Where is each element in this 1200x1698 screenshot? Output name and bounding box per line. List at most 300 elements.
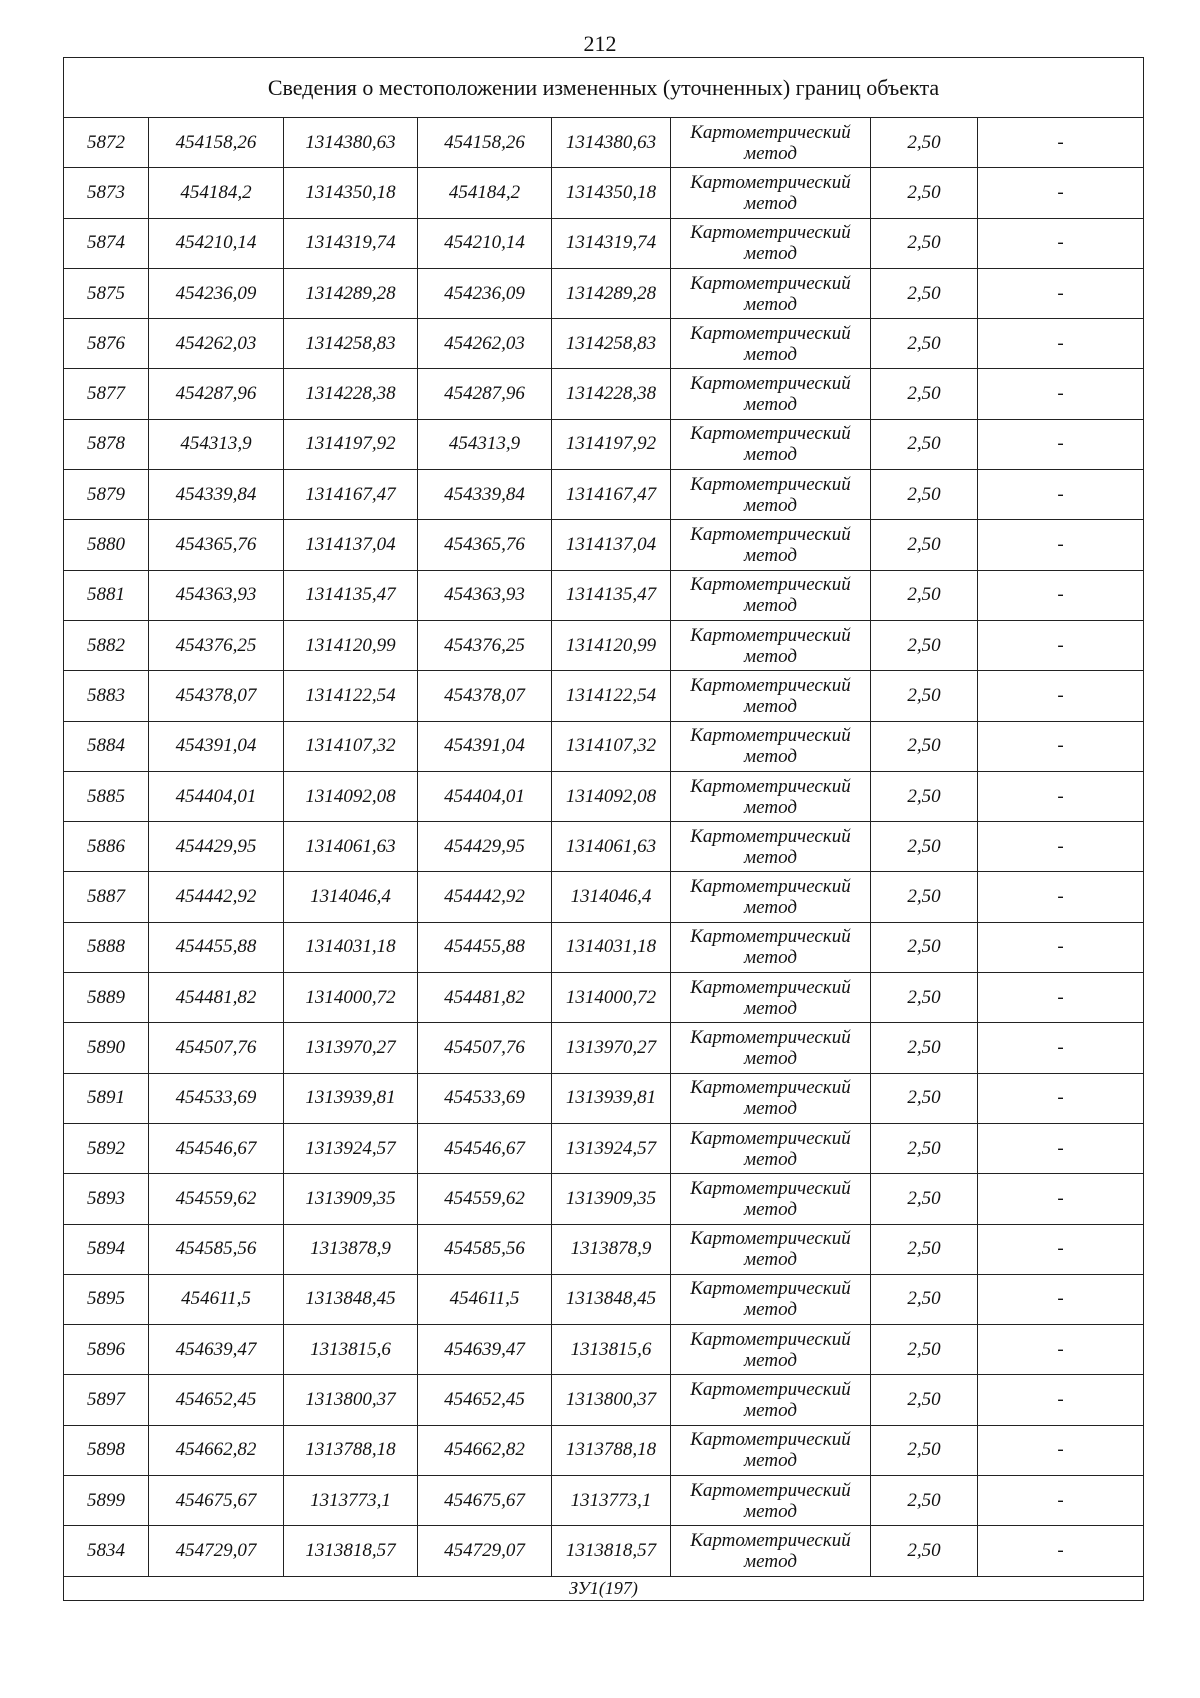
x-existing-cell: 454158,26	[149, 118, 284, 168]
y-refined-cell: 1313818,57	[552, 1526, 671, 1576]
point-number-cell: 5899	[64, 1476, 149, 1526]
y-existing-cell: 1314092,08	[284, 771, 418, 821]
note-cell: -	[978, 1123, 1144, 1173]
method-line-2: метод	[744, 343, 797, 365]
method-cell	[671, 771, 871, 821]
method-line-2: метод	[744, 947, 797, 969]
method-line-2: метод	[744, 1047, 797, 1069]
y-existing-cell: 1314135,47	[284, 570, 418, 620]
point-number-cell: 5886	[64, 822, 149, 872]
accuracy-cell: 2,50	[871, 470, 978, 520]
method-line-1: Картометрический	[690, 775, 851, 797]
accuracy-cell: 2,50	[871, 419, 978, 469]
method-cell	[671, 1073, 871, 1123]
accuracy-cell: 2,50	[871, 1325, 978, 1375]
accuracy-cell: 2,50	[871, 922, 978, 972]
method-line-1: Картометрический	[690, 1127, 851, 1149]
table-row	[64, 470, 1144, 520]
note-cell: -	[978, 872, 1144, 922]
table-row	[64, 319, 1144, 369]
table-row	[64, 1526, 1144, 1576]
point-number-cell: 5890	[64, 1023, 149, 1073]
accuracy-cell: 2,50	[871, 620, 978, 670]
note-cell: -	[978, 1425, 1144, 1475]
x-refined-cell: 454429,95	[418, 822, 552, 872]
method-line-1: Картометрический	[690, 725, 851, 747]
parcel-label: ЗУ1(197)	[64, 1576, 1144, 1600]
method-cell	[671, 872, 871, 922]
x-refined-cell: 454585,56	[418, 1224, 552, 1274]
method-line-2: метод	[744, 444, 797, 466]
note-cell: -	[978, 671, 1144, 721]
table-row	[64, 1375, 1144, 1425]
method-cell	[671, 620, 871, 670]
table-title-row	[64, 58, 1144, 118]
y-refined-cell: 1314061,63	[552, 822, 671, 872]
y-refined-cell: 1314137,04	[552, 520, 671, 570]
note-cell: -	[978, 520, 1144, 570]
method-cell	[671, 570, 871, 620]
note-cell: -	[978, 118, 1144, 168]
x-existing-cell: 454442,92	[149, 872, 284, 922]
note-cell: -	[978, 1375, 1144, 1425]
method-cell	[671, 671, 871, 721]
point-number-cell: 5889	[64, 973, 149, 1023]
x-existing-cell: 454236,09	[149, 268, 284, 318]
point-number-cell: 5876	[64, 319, 149, 369]
x-existing-cell: 454262,03	[149, 319, 284, 369]
y-refined-cell: 1313939,81	[552, 1073, 671, 1123]
y-existing-cell: 1314061,63	[284, 822, 418, 872]
method-cell	[671, 721, 871, 771]
method-cell	[671, 1174, 871, 1224]
method-line-1: Картометрический	[690, 1429, 851, 1451]
method-line-2: метод	[744, 1198, 797, 1220]
method-line-2: метод	[744, 746, 797, 768]
method-line-1: Картометрический	[690, 876, 851, 898]
x-refined-cell: 454376,25	[418, 620, 552, 670]
accuracy-cell: 2,50	[871, 1476, 978, 1526]
note-cell: -	[978, 570, 1144, 620]
method-line-1: Картометрический	[690, 1379, 851, 1401]
coordinates-table	[63, 57, 1144, 1601]
y-existing-cell: 1313800,37	[284, 1375, 418, 1425]
method-line-1: Картометрический	[690, 624, 851, 646]
method-line-1: Картометрический	[690, 1026, 851, 1048]
note-cell: -	[978, 620, 1144, 670]
table-row	[64, 168, 1144, 218]
note-cell: -	[978, 922, 1144, 972]
accuracy-cell: 2,50	[871, 771, 978, 821]
y-existing-cell: 1313909,35	[284, 1174, 418, 1224]
table-row	[64, 1023, 1144, 1073]
accuracy-cell: 2,50	[871, 1375, 978, 1425]
x-existing-cell: 454662,82	[149, 1425, 284, 1475]
point-number-cell: 5888	[64, 922, 149, 972]
table-row	[64, 1274, 1144, 1324]
y-existing-cell: 1314319,74	[284, 218, 418, 268]
accuracy-cell: 2,50	[871, 973, 978, 1023]
note-cell: -	[978, 369, 1144, 419]
method-line-1: Картометрический	[690, 674, 851, 696]
y-refined-cell: 1313909,35	[552, 1174, 671, 1224]
method-line-1: Картометрический	[690, 423, 851, 445]
table-row	[64, 419, 1144, 469]
x-refined-cell: 454546,67	[418, 1123, 552, 1173]
method-line-2: метод	[744, 1400, 797, 1422]
table-row	[64, 118, 1144, 168]
note-cell: -	[978, 1174, 1144, 1224]
method-line-2: метод	[744, 1349, 797, 1371]
x-refined-cell: 454363,93	[418, 570, 552, 620]
y-refined-cell: 1314000,72	[552, 973, 671, 1023]
method-cell	[671, 419, 871, 469]
point-number-cell: 5885	[64, 771, 149, 821]
y-refined-cell: 1314350,18	[552, 168, 671, 218]
accuracy-cell: 2,50	[871, 168, 978, 218]
accuracy-cell: 2,50	[871, 1224, 978, 1274]
y-existing-cell: 1314380,63	[284, 118, 418, 168]
x-refined-cell: 454404,01	[418, 771, 552, 821]
method-line-2: метод	[744, 394, 797, 416]
point-number-cell: 5877	[64, 369, 149, 419]
y-refined-cell: 1314258,83	[552, 319, 671, 369]
method-line-1: Картометрический	[690, 976, 851, 998]
method-line-2: метод	[744, 293, 797, 315]
method-cell	[671, 520, 871, 570]
y-existing-cell: 1314120,99	[284, 620, 418, 670]
point-number-cell: 5892	[64, 1123, 149, 1173]
page-number: 212	[583, 31, 617, 56]
note-cell: -	[978, 771, 1144, 821]
method-line-2: метод	[744, 695, 797, 717]
y-existing-cell: 1314167,47	[284, 470, 418, 520]
y-existing-cell: 1314289,28	[284, 268, 418, 318]
x-existing-cell: 454404,01	[149, 771, 284, 821]
table-row	[64, 1073, 1144, 1123]
x-existing-cell: 454639,47	[149, 1325, 284, 1375]
method-cell	[671, 1425, 871, 1475]
y-refined-cell: 1313815,6	[552, 1325, 671, 1375]
y-refined-cell: 1314046,4	[552, 872, 671, 922]
x-existing-cell: 454611,5	[149, 1274, 284, 1324]
x-existing-cell: 454376,25	[149, 620, 284, 670]
method-line-2: метод	[744, 243, 797, 265]
x-refined-cell: 454729,07	[418, 1526, 552, 1576]
table-row	[64, 570, 1144, 620]
method-line-2: метод	[744, 545, 797, 567]
accuracy-cell: 2,50	[871, 268, 978, 318]
method-cell	[671, 470, 871, 520]
y-existing-cell: 1314000,72	[284, 973, 418, 1023]
note-cell: -	[978, 1325, 1144, 1375]
x-existing-cell: 454391,04	[149, 721, 284, 771]
table-body	[64, 58, 1144, 1601]
x-refined-cell: 454391,04	[418, 721, 552, 771]
x-existing-cell: 454287,96	[149, 369, 284, 419]
y-existing-cell: 1314122,54	[284, 671, 418, 721]
x-refined-cell: 454481,82	[418, 973, 552, 1023]
y-refined-cell: 1313788,18	[552, 1425, 671, 1475]
y-refined-cell: 1314092,08	[552, 771, 671, 821]
table-row	[64, 671, 1144, 721]
accuracy-cell: 2,50	[871, 520, 978, 570]
y-refined-cell: 1314380,63	[552, 118, 671, 168]
y-existing-cell: 1314258,83	[284, 319, 418, 369]
method-line-1: Картометрический	[690, 222, 851, 244]
point-number-cell: 5883	[64, 671, 149, 721]
table-row	[64, 620, 1144, 670]
accuracy-cell: 2,50	[871, 1073, 978, 1123]
table-row	[64, 1123, 1144, 1173]
x-refined-cell: 454236,09	[418, 268, 552, 318]
y-refined-cell: 1313970,27	[552, 1023, 671, 1073]
table-row	[64, 218, 1144, 268]
table-row	[64, 1325, 1144, 1375]
point-number-cell: 5879	[64, 470, 149, 520]
y-refined-cell: 1314228,38	[552, 369, 671, 419]
accuracy-cell: 2,50	[871, 1023, 978, 1073]
note-cell: -	[978, 721, 1144, 771]
method-line-2: метод	[744, 1500, 797, 1522]
accuracy-cell: 2,50	[871, 872, 978, 922]
y-existing-cell: 1314107,32	[284, 721, 418, 771]
point-number-cell: 5875	[64, 268, 149, 318]
accuracy-cell: 2,50	[871, 570, 978, 620]
x-refined-cell: 454675,67	[418, 1476, 552, 1526]
x-existing-cell: 454378,07	[149, 671, 284, 721]
method-line-1: Картометрический	[690, 1529, 851, 1551]
x-refined-cell: 454339,84	[418, 470, 552, 520]
method-line-2: метод	[744, 142, 797, 164]
note-cell: -	[978, 218, 1144, 268]
y-existing-cell: 1314228,38	[284, 369, 418, 419]
point-number-cell: 5895	[64, 1274, 149, 1324]
method-line-1: Картометрический	[690, 121, 851, 143]
x-existing-cell: 454339,84	[149, 470, 284, 520]
y-refined-cell: 1314135,47	[552, 570, 671, 620]
x-refined-cell: 454611,5	[418, 1274, 552, 1324]
x-refined-cell: 454365,76	[418, 520, 552, 570]
x-existing-cell: 454313,9	[149, 419, 284, 469]
table-footer-row	[64, 1576, 1144, 1600]
x-refined-cell: 454455,88	[418, 922, 552, 972]
method-cell	[671, 369, 871, 419]
x-existing-cell: 454533,69	[149, 1073, 284, 1123]
x-refined-cell: 454287,96	[418, 369, 552, 419]
table-row	[64, 1476, 1144, 1526]
method-cell	[671, 319, 871, 369]
table-title: Сведения о местоположении измененных (уточненных) границ объекта	[64, 58, 1144, 118]
method-line-1: Картометрический	[690, 1479, 851, 1501]
y-refined-cell: 1313878,9	[552, 1224, 671, 1274]
y-refined-cell: 1314120,99	[552, 620, 671, 670]
point-number-cell: 5891	[64, 1073, 149, 1123]
x-existing-cell: 454184,2	[149, 168, 284, 218]
accuracy-cell: 2,50	[871, 1526, 978, 1576]
method-line-1: Картометрический	[690, 322, 851, 344]
method-line-2: метод	[744, 192, 797, 214]
method-line-1: Картометрический	[690, 272, 851, 294]
method-line-2: метод	[744, 796, 797, 818]
x-refined-cell: 454559,62	[418, 1174, 552, 1224]
x-existing-cell: 454363,93	[149, 570, 284, 620]
method-line-2: метод	[744, 494, 797, 516]
method-cell	[671, 822, 871, 872]
note-cell: -	[978, 1476, 1144, 1526]
table-row	[64, 922, 1144, 972]
method-cell	[671, 1023, 871, 1073]
x-refined-cell: 454210,14	[418, 218, 552, 268]
y-existing-cell: 1313773,1	[284, 1476, 418, 1526]
point-number-cell: 5884	[64, 721, 149, 771]
accuracy-cell: 2,50	[871, 319, 978, 369]
note-cell: -	[978, 822, 1144, 872]
y-existing-cell: 1314031,18	[284, 922, 418, 972]
table-row	[64, 771, 1144, 821]
method-cell	[671, 168, 871, 218]
method-cell	[671, 1375, 871, 1425]
method-line-1: Картометрический	[690, 1077, 851, 1099]
y-existing-cell: 1313878,9	[284, 1224, 418, 1274]
note-cell: -	[978, 319, 1144, 369]
x-refined-cell: 454652,45	[418, 1375, 552, 1425]
note-cell: -	[978, 1073, 1144, 1123]
y-refined-cell: 1314319,74	[552, 218, 671, 268]
point-number-cell: 5873	[64, 168, 149, 218]
method-line-1: Картометрический	[690, 926, 851, 948]
table-row	[64, 1224, 1144, 1274]
accuracy-cell: 2,50	[871, 721, 978, 771]
y-existing-cell: 1313818,57	[284, 1526, 418, 1576]
x-existing-cell: 454546,67	[149, 1123, 284, 1173]
point-number-cell: 5874	[64, 218, 149, 268]
point-number-cell: 5872	[64, 118, 149, 168]
method-line-1: Картометрический	[690, 1278, 851, 1300]
y-existing-cell: 1313788,18	[284, 1425, 418, 1475]
accuracy-cell: 2,50	[871, 1123, 978, 1173]
method-cell	[671, 1123, 871, 1173]
method-line-2: метод	[744, 846, 797, 868]
x-refined-cell: 454533,69	[418, 1073, 552, 1123]
y-refined-cell: 1313800,37	[552, 1375, 671, 1425]
point-number-cell: 5897	[64, 1375, 149, 1425]
x-existing-cell: 454729,07	[149, 1526, 284, 1576]
method-line-1: Картометрический	[690, 1228, 851, 1250]
method-cell	[671, 1325, 871, 1375]
point-number-cell: 5896	[64, 1325, 149, 1375]
table-row	[64, 1425, 1144, 1475]
note-cell: -	[978, 470, 1144, 520]
x-existing-cell: 454585,56	[149, 1224, 284, 1274]
point-number-cell: 5834	[64, 1526, 149, 1576]
table-row	[64, 872, 1144, 922]
table-row	[64, 822, 1144, 872]
method-line-2: метод	[744, 645, 797, 667]
x-refined-cell: 454184,2	[418, 168, 552, 218]
point-number-cell: 5893	[64, 1174, 149, 1224]
method-cell	[671, 1274, 871, 1324]
method-line-1: Картометрический	[690, 171, 851, 193]
note-cell: -	[978, 973, 1144, 1023]
x-refined-cell: 454442,92	[418, 872, 552, 922]
accuracy-cell: 2,50	[871, 1274, 978, 1324]
table-row	[64, 268, 1144, 318]
y-refined-cell: 1314289,28	[552, 268, 671, 318]
method-cell	[671, 1526, 871, 1576]
method-line-2: метод	[744, 1249, 797, 1271]
y-existing-cell: 1314350,18	[284, 168, 418, 218]
accuracy-cell: 2,50	[871, 1425, 978, 1475]
note-cell: -	[978, 168, 1144, 218]
accuracy-cell: 2,50	[871, 1174, 978, 1224]
x-existing-cell: 454652,45	[149, 1375, 284, 1425]
y-existing-cell: 1313939,81	[284, 1073, 418, 1123]
accuracy-cell: 2,50	[871, 118, 978, 168]
y-existing-cell: 1313848,45	[284, 1274, 418, 1324]
note-cell: -	[978, 268, 1144, 318]
y-refined-cell: 1314197,92	[552, 419, 671, 469]
x-existing-cell: 454365,76	[149, 520, 284, 570]
point-number-cell: 5881	[64, 570, 149, 620]
x-existing-cell: 454210,14	[149, 218, 284, 268]
table-row	[64, 973, 1144, 1023]
point-number-cell: 5898	[64, 1425, 149, 1475]
method-cell	[671, 922, 871, 972]
method-cell	[671, 118, 871, 168]
note-cell: -	[978, 1224, 1144, 1274]
y-existing-cell: 1314197,92	[284, 419, 418, 469]
x-refined-cell: 454507,76	[418, 1023, 552, 1073]
x-existing-cell: 454429,95	[149, 822, 284, 872]
y-refined-cell: 1313773,1	[552, 1476, 671, 1526]
note-cell: -	[978, 1023, 1144, 1073]
x-refined-cell: 454313,9	[418, 419, 552, 469]
accuracy-cell: 2,50	[871, 671, 978, 721]
y-refined-cell: 1314122,54	[552, 671, 671, 721]
method-line-2: метод	[744, 1550, 797, 1572]
method-line-2: метод	[744, 1148, 797, 1170]
y-existing-cell: 1313815,6	[284, 1325, 418, 1375]
table-row	[64, 369, 1144, 419]
method-line-1: Картометрический	[690, 473, 851, 495]
method-line-1: Картометрический	[690, 825, 851, 847]
method-cell	[671, 1224, 871, 1274]
table-row	[64, 721, 1144, 771]
point-number-cell: 5880	[64, 520, 149, 570]
x-refined-cell: 454639,47	[418, 1325, 552, 1375]
point-number-cell: 5894	[64, 1224, 149, 1274]
method-line-2: метод	[744, 1450, 797, 1472]
y-refined-cell: 1314107,32	[552, 721, 671, 771]
note-cell: -	[978, 1526, 1144, 1576]
y-refined-cell: 1314031,18	[552, 922, 671, 972]
x-existing-cell: 454507,76	[149, 1023, 284, 1073]
x-existing-cell: 454559,62	[149, 1174, 284, 1224]
method-line-2: метод	[744, 1299, 797, 1321]
x-existing-cell: 454481,82	[149, 973, 284, 1023]
x-refined-cell: 454378,07	[418, 671, 552, 721]
accuracy-cell: 2,50	[871, 218, 978, 268]
method-line-1: Картометрический	[690, 1328, 851, 1350]
note-cell: -	[978, 1274, 1144, 1324]
y-refined-cell: 1313848,45	[552, 1274, 671, 1324]
table-row	[64, 1174, 1144, 1224]
note-cell: -	[978, 419, 1144, 469]
table-row	[64, 520, 1144, 570]
x-existing-cell: 454675,67	[149, 1476, 284, 1526]
x-refined-cell: 454262,03	[418, 319, 552, 369]
